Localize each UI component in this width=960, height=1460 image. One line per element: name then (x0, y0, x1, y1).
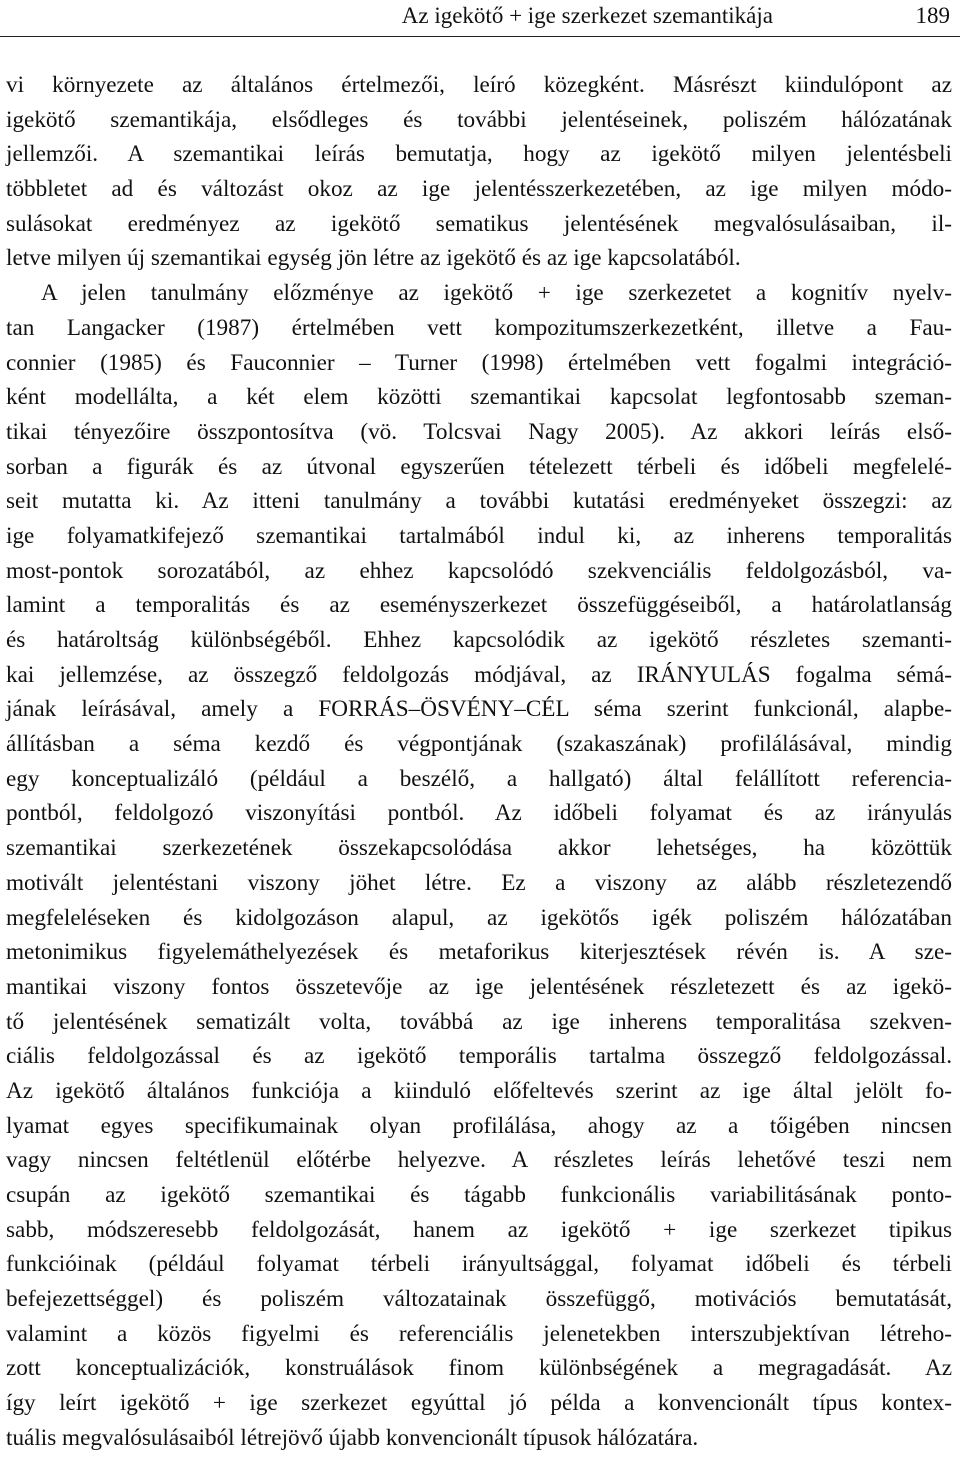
text-line: csupán az igekötő szemantikai és tágabb funkcionális variabilitásának ponto- (6, 1182, 952, 1208)
text-line: lamint a temporalitás és az eseményszerkezet összefüggéseiből, a határolatlanság (6, 592, 952, 619)
text-line: vagy nincsen feltétlenül előtérbe helyezve. A részletes leírás lehetővé teszi nem (6, 1147, 952, 1174)
text-line: jellemzői. A szemantikai leírás bemutatja, hogy az igekötő milyen jelentésbeli (6, 141, 952, 168)
text-line: megfeleléseken és kidolgozáson alapul, az igekötős igék poliszém hálózatában (6, 904, 952, 931)
text-line: letve milyen új szemantikai egység jön létre az igekötő és az ige kapcsolatából. (6, 245, 741, 272)
text-line: ciális feldolgozással és az igekötő temporális tartalma összegző feldolgozással. (6, 1043, 952, 1070)
text-line: így leírt igekötő + ige szerkezet egyúttal jó példa a konvencionált típus kontex- (6, 1390, 952, 1417)
text-line: seit mutatta ki. Az itteni tanulmány a további kutatási eredményeket összegzi: az (6, 488, 952, 515)
text-line: most-pontok sorozatából, az ehhez kapcsolódó szekvenciális feldolgozásból, va- (6, 557, 952, 584)
text-line: sulásokat eredményez az igekötő sematikus jelentésének megvalósulásaiban, il- (6, 210, 952, 237)
text-line: sabb, módszeresebb feldolgozását, hanem az igekötő + ige szerkezet tipikus (6, 1216, 952, 1243)
text-line: többletet ad és változást okoz az ige jelentésszerkezetében, az ige milyen módo- (6, 176, 952, 203)
text-line: állításban a séma kezdő és végpontjának (szakaszának) profilálásával, mindig (6, 731, 952, 758)
text-line: tikai tényezőire összpontosítva (vö. Tolcsvai Nagy 2005). Az akkori leírás első- (6, 418, 952, 445)
text-line: befejezettséggel) és poliszém változatainak összefüggő, motivációs bemutatását, (6, 1286, 952, 1313)
text-line: egy konceptualizáló (például a beszélő, a hallgató) által felállított referencia- (6, 765, 952, 792)
text-line: ige folyamatkifejező szemantikai tartalmából indul ki, az inherens temporalitás (6, 522, 952, 549)
text-line: A jelen tanulmány előzménye az igekötő + ige szerkezetet a kognitív nyelv- (41, 280, 952, 307)
text-line: motivált jelentéstani viszony jöhet létre. Ez a viszony az alább részletezendő (6, 869, 952, 896)
text-line: metonimikus figyelemáthelyezések és metaforikus kiterjesztések révén is. A sze- (6, 939, 952, 966)
text-line: tuális megvalósulásaiból létrejövő újabb konvencionált típusok hálózatára. (6, 1424, 699, 1451)
text-line: vi környezete az általános értelmezői, leíró közegként. Másrészt kiindulópont az (6, 72, 952, 98)
body-text (0, 68, 960, 1456)
text-line: és határoltság különbségéből. Ehhez kapcsolódik az igekötő részletes szemanti- (6, 627, 952, 653)
text-line: lyamat egyes specifikumainak olyan profilálása, ahogy az a tőigében nincsen (6, 1112, 952, 1139)
running-title: Az igekötő + ige szerkezet szemantikája (401, 3, 773, 28)
text-line: tő jelentésének sematizált volta, továbbá az ige inherens temporalitása szekven- (6, 1008, 952, 1035)
text-line: mantikai viszony fontos összetevője az ige jelentésének részletezett és az igekö- (6, 973, 952, 1000)
text-line: pontból, feldolgozó viszonyítási pontból. Az időbeli folyamat és az irányulás (6, 800, 952, 827)
text-line: connier (1985) és Fauconnier – Turner (1998) értelmében vett fogalmi integráció- (6, 349, 952, 376)
text-line: szemantikai szerkezetének összekapcsolódása akkor lehetséges, ha közöttük (6, 835, 952, 862)
text-line: valamint a közös figyelmi és referenciális jelenetekben interszubjektívan létreho- (6, 1320, 952, 1347)
text-line: jának leírásával, amely a FORRÁS–ÖSVÉNY–CÉL séma szerint funkcionál, alapbe- (6, 696, 952, 723)
text-line: sorban a figurák és az útvonal egyszerűen tételezett térbeli és időbeli megfelelé- (6, 453, 952, 480)
page-header (0, 0, 960, 37)
text-line: igekötő szemantikája, elsődleges és további jelentéseinek, poliszém hálózatának (6, 106, 952, 133)
text-line: zott konceptualizációk, konstruálások finom különbségének a megragadását. Az (6, 1355, 952, 1382)
text-line: kai jellemzése, az összegző feldolgozás módjával, az IRÁNYULÁS fogalma sémá- (6, 661, 952, 688)
text-line: funkcióinak (például folyamat térbeli irányultsággal, folyamat időbeli és térbeli (6, 1251, 952, 1278)
text-line: Az igekötő általános funkciója a kiinduló előfeltevés szerint az ige által jelölt fo- (6, 1077, 952, 1104)
text-line: ként modellálta, a két elem közötti szemantikai kapcsolat legfontosabb szeman- (6, 384, 952, 411)
page-number: 189 (915, 3, 950, 28)
text-line: tan Langacker (1987) értelmében vett kompozitumszerkezetként, illetve a Fau- (6, 314, 952, 341)
